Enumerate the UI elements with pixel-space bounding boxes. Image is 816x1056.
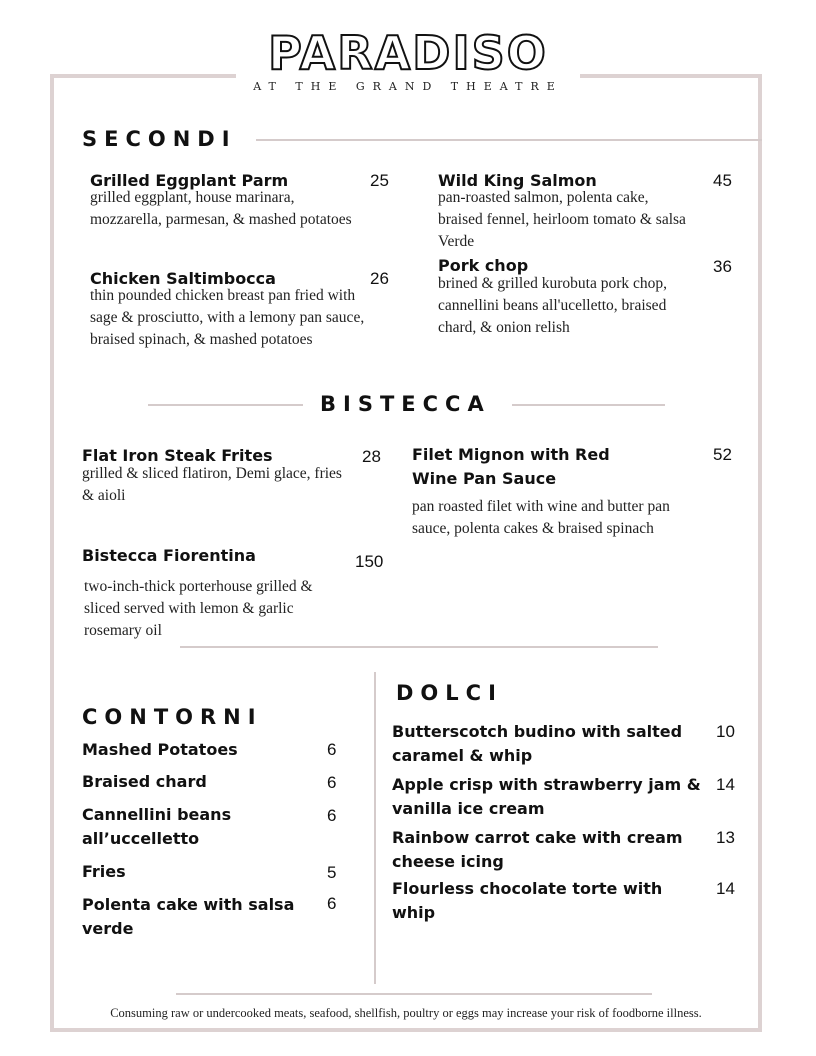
item-name-rainbow-carrot-cake: Rainbow carrot cake with cream cheese icing <box>392 828 683 871</box>
item-name-filet-mignon: Filet Mignon with Red Wine Pan Sauce <box>412 445 610 488</box>
item-name-pork-chop: Pork chop <box>438 256 529 275</box>
column-divider <box>374 672 376 984</box>
item-price-apple-crisp: 14 <box>716 775 735 794</box>
item-price-chicken-saltimbocca: 26 <box>370 269 389 288</box>
item-price-bistecca-fiorentina: 150 <box>355 552 384 571</box>
item-description-bistecca-fiorentina: two-inch-thick porterhouse grilled & sliced served with lemon & garlic rosemary oil <box>84 578 313 639</box>
item-name-bistecca-fiorentina: Bistecca Fiorentina <box>82 546 256 565</box>
section-title-secondi: SECONDI <box>82 127 237 151</box>
item-price-grilled-eggplant-parm: 25 <box>370 171 389 190</box>
item-price-filet-mignon: 52 <box>713 445 732 464</box>
restaurant-logo: PARADISO <box>268 26 548 80</box>
footer-disclaimer: Consuming raw or undercooked meats, seafood, shellfish, poultry or eggs may increase your risk of foodborne illness. <box>110 1006 702 1020</box>
item-name-polenta-cake: Polenta cake with salsa verde <box>82 895 295 938</box>
item-name-braised-chard: Braised chard <box>82 772 207 791</box>
item-name-fries: Fries <box>82 862 126 881</box>
item-price-fries: 5 <box>327 863 337 882</box>
item-name-flat-iron-steak-frites: Flat Iron Steak Frites <box>82 446 273 465</box>
item-name-cannellini-beans: Cannellini beans all’uccelletto <box>82 805 232 848</box>
item-description-pork-chop: brined & grilled kurobuta pork chop, cannellini beans all'ucelletto, braised chard, & onion relish <box>438 275 668 336</box>
section-rule-bistecca-left <box>148 404 303 406</box>
section-title-contorni: CONTORNI <box>82 705 263 729</box>
item-price-butterscotch-budino: 10 <box>716 722 735 741</box>
item-price-braised-chard: 6 <box>327 773 337 792</box>
item-name-flourless-chocolate-torte: Flourless chocolate torte with whip <box>392 879 663 922</box>
section-rule-secondi <box>256 139 762 141</box>
item-price-flat-iron-steak-frites: 28 <box>362 447 381 466</box>
restaurant-subtitle: AT THE GRAND THEATRE <box>253 80 563 93</box>
item-name-grilled-eggplant-parm: Grilled Eggplant Parm <box>90 171 289 190</box>
item-price-rainbow-carrot-cake: 13 <box>716 828 735 847</box>
item-description-flat-iron-steak-frites: grilled & sliced flatiron, Demi glace, fries & aioli <box>82 465 342 504</box>
item-description-chicken-saltimbocca: thin pounded chicken breast pan fried with sage & prosciutto, with a lemony pan sauce, braised spinach, & mashed potatoes <box>90 287 365 348</box>
section-title-dolci: DOLCI <box>396 681 503 705</box>
item-name-mashed-potatoes: Mashed Potatoes <box>82 740 238 759</box>
item-price-mashed-potatoes: 6 <box>327 740 337 759</box>
item-description-filet-mignon: pan roasted filet with wine and butter pan sauce, polenta cakes & braised spinach <box>412 498 670 537</box>
item-name-wild-king-salmon: Wild King Salmon <box>438 171 597 190</box>
item-price-pork-chop: 36 <box>713 257 732 276</box>
item-description-grilled-eggplant-parm: grilled eggplant, house marinara, mozzarella, parmesan, & mashed potatoes <box>90 189 352 228</box>
section-rule-bottom <box>180 646 658 648</box>
item-name-butterscotch-budino: Butterscotch budino with salted caramel & whip <box>392 722 683 765</box>
footer-rule <box>176 993 652 995</box>
item-price-flourless-chocolate-torte: 14 <box>716 879 735 898</box>
item-price-cannellini-beans: 6 <box>327 806 337 825</box>
item-price-polenta-cake: 6 <box>327 894 337 913</box>
item-description-wild-king-salmon: pan-roasted salmon, polenta cake, braised fennel, heirloom tomato & salsa Verde <box>438 189 686 250</box>
section-title-bistecca: BISTECCA <box>320 392 491 416</box>
item-name-apple-crisp: Apple crisp with strawberry jam & vanilla ice cream <box>392 775 701 818</box>
section-rule-bistecca-right <box>512 404 665 406</box>
item-name-chicken-saltimbocca: Chicken Saltimbocca <box>90 269 276 288</box>
item-price-wild-king-salmon: 45 <box>713 171 732 190</box>
